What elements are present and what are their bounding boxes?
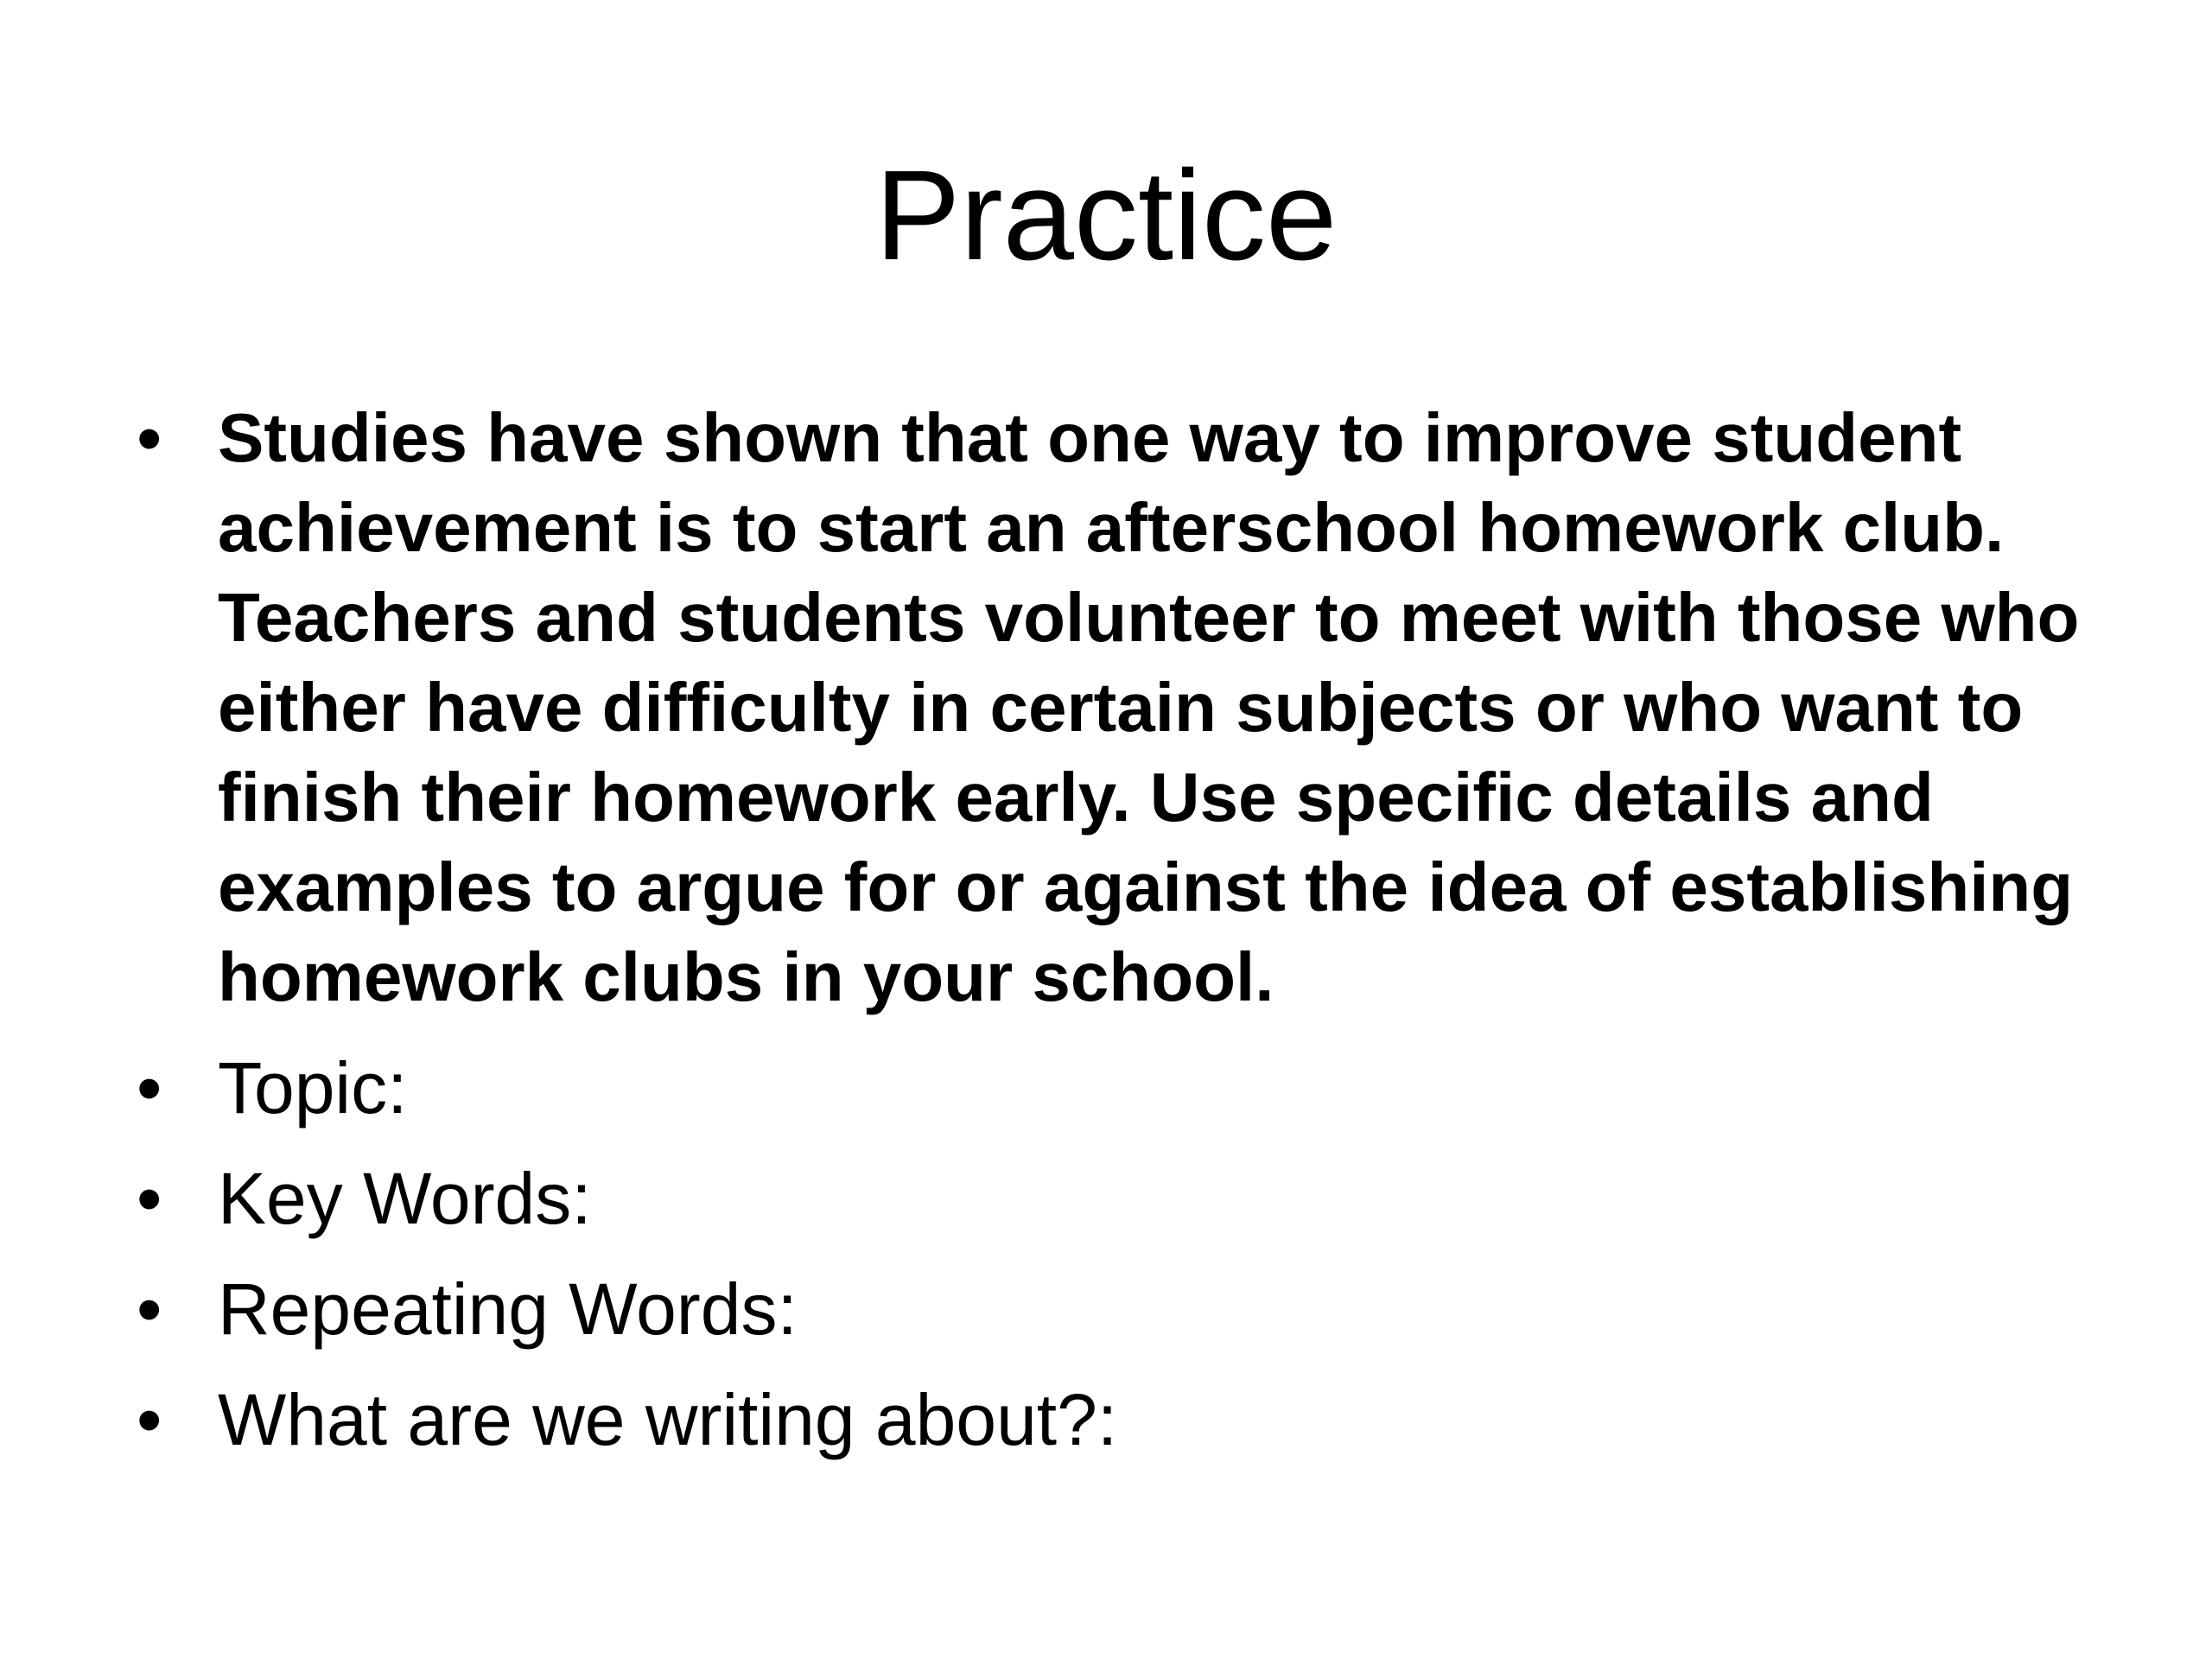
bullet-list xyxy=(121,393,2108,1465)
bullet-repeating-words xyxy=(121,1264,2108,1354)
key-words-label: Key Words: xyxy=(218,1158,592,1239)
bullet-icon: • xyxy=(137,1379,162,1460)
slide-title: Practice xyxy=(874,144,1338,287)
bullet-icon: • xyxy=(137,1047,162,1128)
bullet-prompt xyxy=(121,393,2108,1022)
bullet-icon: • xyxy=(137,1158,162,1239)
bullet-icon: • xyxy=(137,397,162,479)
writing-about-label: What are we writing about?: xyxy=(218,1379,1118,1460)
bullet-topic xyxy=(121,1043,2108,1133)
bullet-writing-about xyxy=(121,1375,2108,1465)
prompt-text: Studies have shown that one way to improve student achievement is to start an afterschool homework club. Teachers and students volunteer to meet with those who either have difficulty in certain subjects or who want to finish their homework early. Use specific details and examples to argue for or against the idea of establishing homework clubs in your school. xyxy=(218,399,2080,1015)
repeating-words-label: Repeating Words: xyxy=(218,1268,798,1350)
bullet-key-words xyxy=(121,1154,2108,1243)
topic-label: Topic: xyxy=(218,1047,408,1128)
bullet-icon: • xyxy=(137,1268,162,1350)
